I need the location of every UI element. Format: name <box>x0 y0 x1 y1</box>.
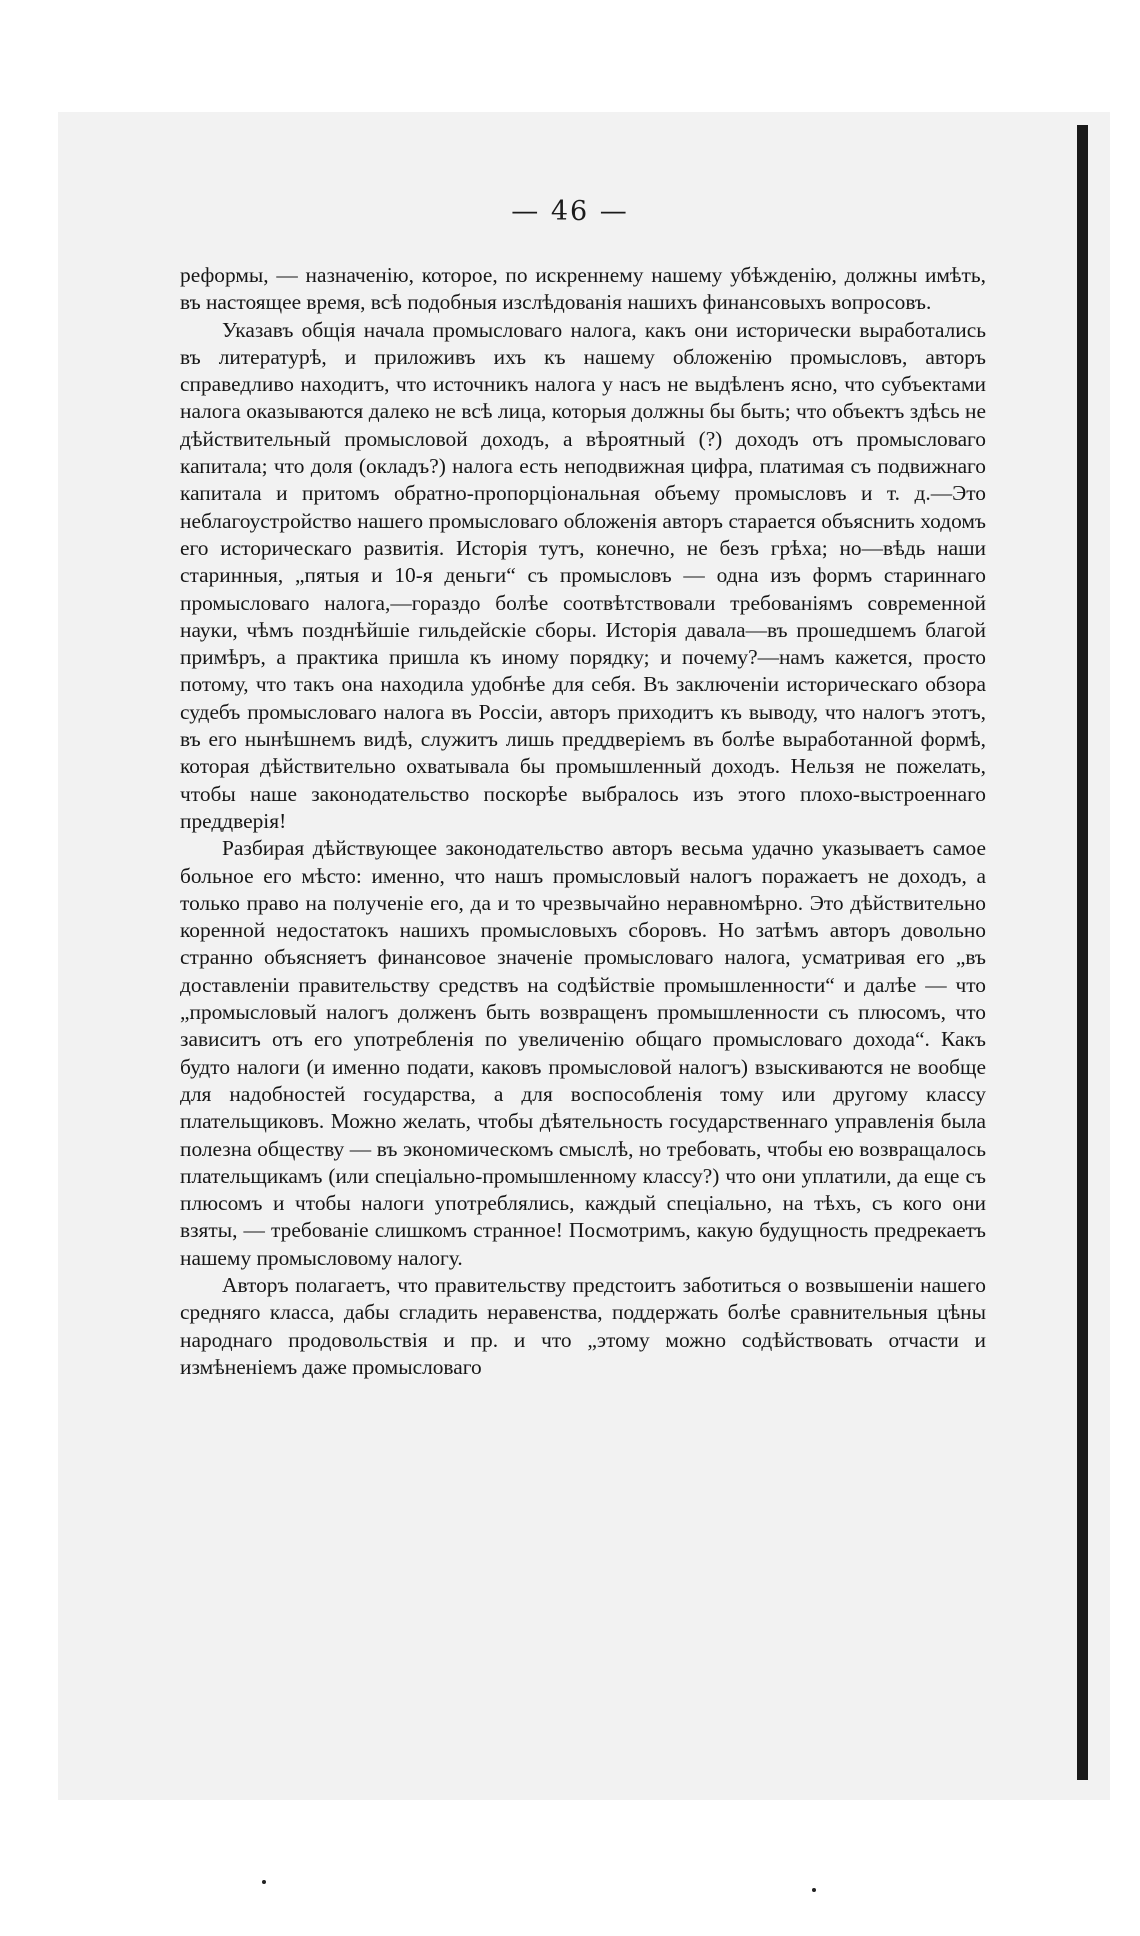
page-number: — 46 — <box>511 196 629 227</box>
paragraph: реформы, — назначенію, которое, по искреннему нашему убѣжденію, должны имѣть, въ настоящее время, всѣ подобныя изслѣдованія нашихъ финансовыхъ вопросовъ. <box>180 263 986 315</box>
paragraph: Указавъ общія начала промысловаго налога, какъ они исторически выработались въ литературѣ, и приложивъ ихъ къ нашему обложенію промысловъ, авторъ справедливо находитъ, что источникъ налога у насъ не выдѣленъ ясно, что субъектами налога оказываются далеко не всѣ лица, которыя должны бы быть; что объектъ здѣсь не дѣйствительный промысловой доходъ, а вѣроятный (?) доходъ отъ промысловаго капитала; что доля (окладъ?) налога есть неподвижная цифра, платимая съ подвижнаго капитала и притомъ обратно-пропорціональная объему промысловъ и т. д.—Это неблагоустройство нашего промысловаго обложенія авторъ старается объяснить ходомъ его историческаго развитія. Исторія тутъ, конечно, не безъ грѣха; но—вѣдь наши старинныя, „пятыя и 10-я деньги“ съ промысловъ — одна изъ формъ стариннаго промысловаго налога,—гораздо болѣе соотвѣтствовали требованіямъ современной науки, чѣмъ позднѣйшіе гильдейскіе сборы. Исторія давала—въ прошедшемъ благой примѣръ, а практика пришла къ иному порядку; и почему?—намъ кажется, просто потому, что такъ она находила удобнѣе для себя. Въ заключеніи историческаго обзора судебъ промысловаго налога въ Россіи, авторъ приходитъ къ выводу, что налогъ этотъ, въ его нынѣшнемъ видѣ, служитъ лишь преддверіемъ въ болѣе выработанной формѣ, которая дѣйствительно охватывала бы промышленный доходъ. Нельзя не пожелать, чтобы наше законодательство поскорѣе выбралось изъ этого плохо-выстроеннаго преддверія! <box>180 317 986 833</box>
scan-speck <box>812 1888 816 1892</box>
body-text <box>180 262 986 1381</box>
binding-edge <box>1077 125 1088 1780</box>
paragraph: Разбирая дѣйствующее законодательство авторъ весьма удачно указываетъ самое больное его мѣсто: именно, что нашъ промысловый налогъ поражаетъ не доходъ, а только право на полученіе его, да и то чрезвычайно неравномѣрно. Это дѣйствительно коренной недостатокъ нашихъ промысловыхъ сборовъ. Но затѣмъ авторъ довольно странно объясняетъ финансовое значеніе промысловаго налога, усматривая его „въ доставленіи правительству средствъ на содѣйствіе промышленности“ и далѣе — что „промысловый налогъ долженъ быть возвращенъ промышленности съ плюсомъ, что зависитъ отъ его употребленія по увеличенію общаго промысловаго дохода“. Какъ будто налоги (и именно подати, каковъ промысловой налогъ) взыскиваются не вообще для надобностей государства, а для воспособленія тому или другому классу плательщиковъ. Можно желать, чтобы дѣятельность государственнаго управленія была полезна обществу — въ экономическомъ смыслѣ, но требовать, чтобы ею возвращалось плательщикамъ (или спеціально-промышленному классу?) что они уплатили, да еще съ плюсомъ и чтобы налоги употреблялись, каждый спеціально, на тѣхъ, съ кого они взяты, — требованіе слишкомъ странное! Посмотримъ, какую будущность предрекаетъ нашему промысловому налогу. <box>180 836 986 1270</box>
paragraph: Авторъ полагаетъ, что правительству предстоитъ заботиться о возвышеніи нашего средняго класса, дабы сгладить неравенства, поддержать болѣе сравнительныя цѣны народнаго продовольствія и пр. и что „этому можно содѣйствовать отчасти и измѣненіемъ даже промысловаго <box>180 1272 986 1379</box>
scan-speck <box>262 1880 266 1884</box>
